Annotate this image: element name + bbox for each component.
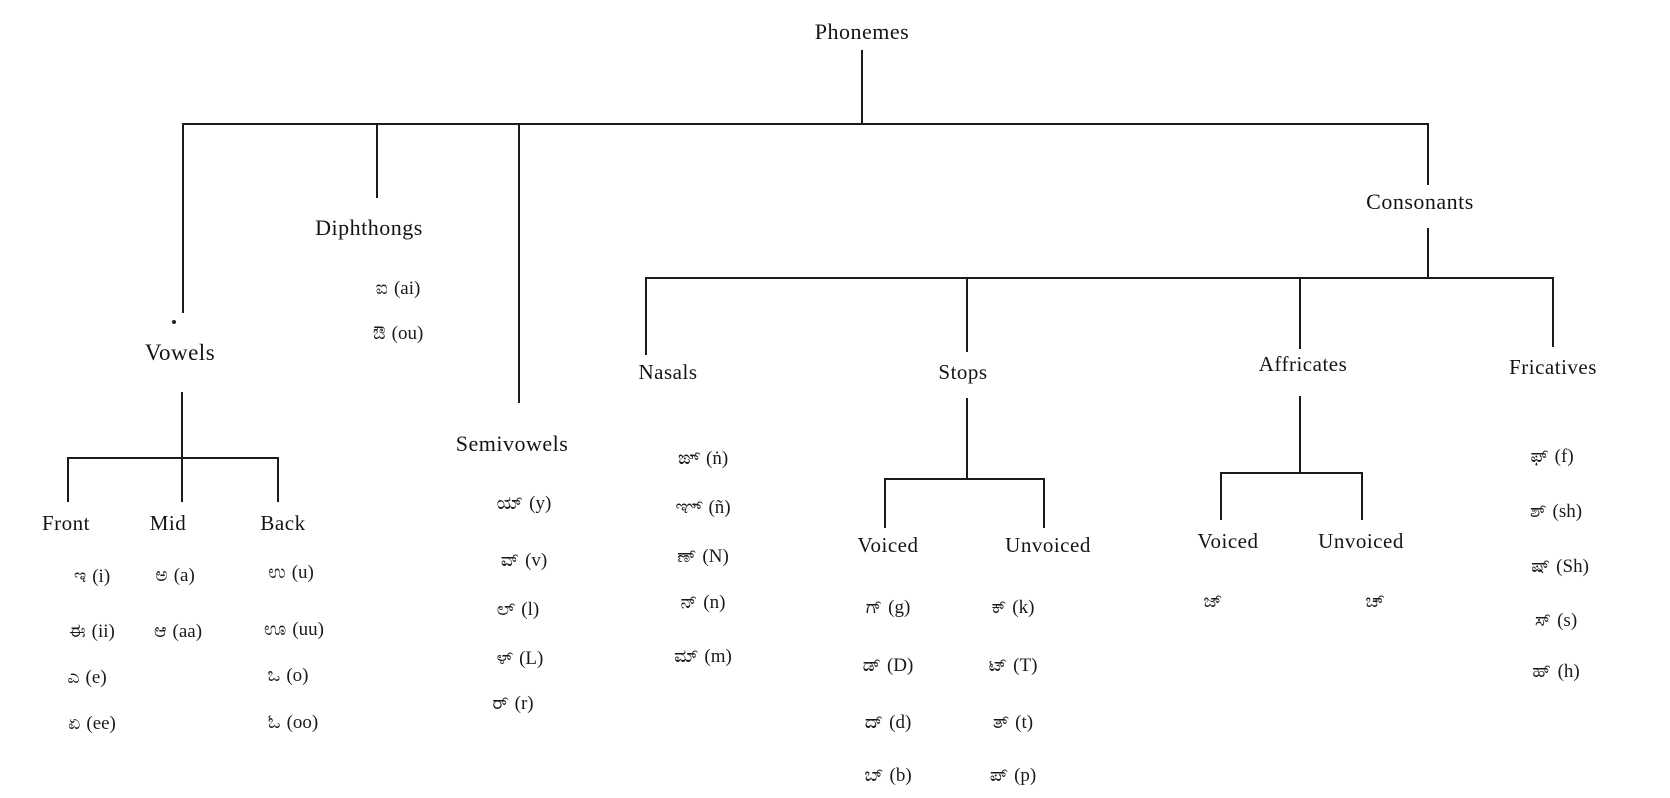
- phoneme-item-Sh: [1531, 555, 1589, 578]
- connector-vowels-bar: [67, 457, 279, 459]
- node-nasals: Nasals: [638, 360, 698, 384]
- phoneme-item-D: [863, 654, 914, 677]
- node-affricates-voiced: Voiced: [1197, 529, 1259, 553]
- transliteration: (r): [514, 693, 534, 714]
- transliteration: (ii): [91, 621, 115, 642]
- phoneme-item-L: [497, 647, 544, 670]
- connector-main-bar: [183, 123, 1429, 125]
- phoneme-item-aa: [154, 620, 202, 643]
- phoneme-item-m: [674, 645, 732, 668]
- transliteration: (ou): [391, 323, 424, 344]
- transliteration: (Sh): [1556, 556, 1589, 577]
- transliteration: (s): [1557, 610, 1578, 631]
- node-front: Front: [41, 511, 91, 535]
- kannada-glyph: ಙ್: [677, 447, 700, 469]
- kannada-glyph: ಗ್: [865, 596, 883, 618]
- transliteration: (m): [704, 646, 732, 667]
- kannada-glyph: ಪ್: [989, 764, 1009, 786]
- connector-consonants-bar: [645, 277, 1553, 279]
- kannada-glyph: ಟ್: [988, 654, 1008, 676]
- connector-stops-voiced-drop: [884, 478, 886, 528]
- transliteration: (sh): [1552, 501, 1583, 522]
- phoneme-item-ng: [678, 447, 728, 470]
- node-affricates: Affricates: [1258, 352, 1348, 376]
- transliteration: (l): [521, 599, 540, 620]
- transliteration: (g): [888, 597, 911, 618]
- connector-stops-unvoiced-drop: [1043, 478, 1045, 528]
- node-phonemes: Phonemes: [814, 19, 910, 44]
- connector-mid-drop: [181, 457, 183, 502]
- phoneme-item-y: [497, 492, 552, 515]
- node-fricatives: Fricatives: [1509, 355, 1597, 379]
- transliteration: (ñ): [708, 497, 731, 518]
- scan-speck: [172, 320, 176, 324]
- phoneme-item-sh: [1530, 500, 1582, 523]
- connector-consonants-drop: [1427, 123, 1429, 185]
- transliteration: (D): [886, 655, 914, 676]
- connector-stops-bar: [884, 478, 1045, 480]
- phoneme-item-u: [268, 561, 314, 584]
- transliteration: (k): [1012, 597, 1035, 618]
- kannada-glyph: ಏ: [68, 712, 81, 734]
- connector-front-drop: [67, 457, 69, 502]
- connector-fricatives-drop: [1552, 277, 1554, 347]
- node-stops-unvoiced: Unvoiced: [1005, 533, 1091, 557]
- kannada-glyph: ಊ: [264, 618, 287, 640]
- kannada-glyph: ಳ್: [496, 647, 514, 669]
- connector-root-drop: [861, 50, 863, 123]
- transliteration: (e): [85, 667, 107, 688]
- phoneme-item-k: [992, 596, 1035, 619]
- kannada-glyph: ಹ್: [1532, 660, 1552, 682]
- kannada-glyph: ಡ್: [862, 654, 881, 676]
- transliteration: (ee): [86, 713, 116, 734]
- phoneme-item-r: [492, 692, 533, 715]
- kannada-glyph: ದ್: [864, 711, 884, 733]
- transliteration: (h): [1557, 661, 1580, 682]
- transliteration: (n): [703, 592, 726, 613]
- phoneme-item-l: [497, 598, 539, 621]
- phoneme-item-t: [993, 711, 1033, 734]
- node-stops-voiced: Voiced: [857, 533, 919, 557]
- transliteration: (p): [1014, 765, 1037, 786]
- phoneme-item-b: [864, 764, 911, 787]
- phoneme-item-s: [1535, 609, 1577, 632]
- transliteration: (f): [1554, 446, 1574, 467]
- phoneme-item-i: [74, 565, 110, 588]
- connector-stops-drop: [966, 277, 968, 352]
- kannada-glyph: ಔ: [372, 322, 386, 344]
- transliteration: (u): [291, 562, 314, 583]
- phoneme-item-j: [1204, 590, 1229, 613]
- kannada-glyph: ಅ: [155, 564, 168, 586]
- kannada-glyph: ವ್: [500, 549, 520, 571]
- transliteration: (L): [519, 648, 544, 669]
- kannada-glyph: ಫ್: [1530, 445, 1549, 467]
- kannada-glyph: ರ್: [492, 692, 509, 714]
- connector-affricates-unvoiced-drop: [1361, 472, 1363, 520]
- kannada-glyph: ಣ್: [677, 545, 697, 567]
- transliteration: (ai): [393, 278, 421, 299]
- transliteration: (uu): [292, 619, 324, 640]
- kannada-glyph: ಉ: [268, 561, 286, 583]
- connector-affricates-bar: [1220, 472, 1363, 474]
- connector-vowels-drop: [182, 123, 184, 313]
- transliteration: (d): [889, 712, 912, 733]
- phoneme-item-NN: [677, 545, 729, 568]
- connector-vowels-stem: [181, 392, 183, 457]
- kannada-glyph: ಇ: [73, 565, 87, 587]
- connector-diphthongs-drop: [376, 123, 378, 198]
- kannada-glyph: ಓ: [267, 711, 281, 733]
- node-affricates-unvoiced: Unvoiced: [1318, 529, 1404, 553]
- node-vowels: Vowels: [144, 340, 216, 365]
- kannada-glyph: ಲ್: [496, 598, 516, 620]
- kannada-glyph: ಬ್: [864, 764, 884, 786]
- phoneme-item-h: [1532, 660, 1579, 683]
- phoneme-item-f: [1530, 445, 1573, 468]
- node-semivowels: Semivowels: [455, 431, 569, 456]
- transliteration: (aa): [172, 621, 203, 642]
- transliteration: (oo): [286, 712, 319, 733]
- phoneme-item-T: [989, 654, 1038, 677]
- connector-affricates-voiced-drop: [1220, 472, 1222, 520]
- transliteration: (T): [1013, 655, 1038, 676]
- transliteration: (N): [702, 546, 729, 567]
- transliteration: (v): [525, 550, 548, 571]
- phoneme-item-ii: [69, 620, 115, 643]
- kannada-glyph: ಷ್: [1531, 555, 1551, 577]
- phoneme-item-ee: [68, 712, 116, 735]
- connector-semivowels-drop: [518, 123, 520, 403]
- kannada-glyph: ಚ್: [1365, 590, 1385, 612]
- phoneme-item-g: [866, 596, 911, 619]
- kannada-glyph: ಮ್: [674, 645, 699, 667]
- node-diphthongs: Diphthongs: [315, 215, 423, 240]
- kannada-glyph: ಆ: [153, 620, 167, 642]
- phoneme-item-ou: [373, 322, 424, 345]
- connector-stops-stem: [966, 398, 968, 478]
- phoneme-item-oo: [268, 711, 318, 734]
- connector-affricates-drop: [1299, 277, 1301, 349]
- phoneme-item-p: [990, 764, 1037, 787]
- kannada-glyph: ಜ್: [1203, 590, 1223, 612]
- transliteration: (b): [889, 765, 912, 786]
- kannada-glyph: ಸ್: [1534, 609, 1552, 631]
- phoneme-item-ch: [1365, 590, 1390, 613]
- kannada-glyph: ನ್: [680, 591, 698, 613]
- phoneme-item-o: [268, 664, 309, 687]
- connector-nasals-drop: [645, 277, 647, 355]
- connector-back-drop: [277, 457, 279, 502]
- connector-affricates-stem: [1299, 396, 1301, 472]
- kannada-glyph: ಶ್: [1529, 500, 1547, 522]
- kannada-glyph: ಈ: [69, 620, 86, 642]
- transliteration: (t): [1015, 712, 1034, 733]
- node-consonants: Consonants: [1366, 189, 1474, 214]
- transliteration: (i): [92, 566, 111, 587]
- phoneme-item-n: [681, 591, 726, 614]
- kannada-glyph: ಕ್: [991, 596, 1007, 618]
- kannada-glyph: ಎ: [67, 666, 80, 688]
- kannada-glyph: ಯ್: [496, 492, 524, 514]
- phoneme-item-ny: [675, 496, 730, 519]
- kannada-glyph: ಒ: [267, 664, 281, 686]
- node-back: Back: [260, 511, 306, 535]
- phoneme-item-uu: [264, 618, 324, 641]
- connector-consonants-stem: [1427, 228, 1429, 277]
- node-mid: Mid: [149, 511, 187, 535]
- transliteration: (a): [173, 565, 195, 586]
- kannada-glyph: ತ್: [992, 711, 1010, 733]
- phoneme-item-d: [865, 711, 912, 734]
- phoneme-item-e: [67, 666, 106, 689]
- transliteration: (o): [286, 665, 309, 686]
- transliteration: (y): [529, 493, 552, 514]
- node-stops: Stops: [938, 360, 988, 384]
- phoneme-item-v: [501, 549, 548, 572]
- phoneme-item-a: [155, 564, 195, 587]
- phoneme-item-ai: [376, 277, 421, 300]
- kannada-glyph: ಞ್: [675, 496, 703, 518]
- kannada-glyph: ಐ: [375, 277, 388, 299]
- transliteration: (ṅ): [706, 448, 729, 469]
